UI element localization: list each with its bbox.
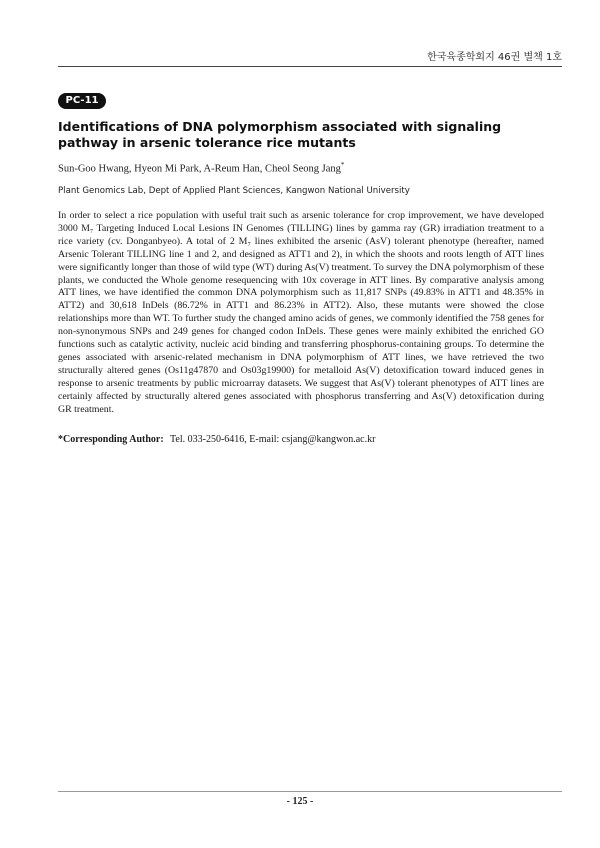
abstract-code-badge: PC-11: [58, 93, 106, 109]
journal-header: 한국육종학회지 46권 별책 1호: [427, 52, 562, 63]
header-divider: [58, 66, 562, 67]
author-list: [58, 161, 558, 175]
author-names: Sun-Goo Hwang, Hyeon Mi Park, A-Reum Han, Cheol Seong Jang: [58, 163, 341, 175]
footer-divider: [58, 791, 562, 792]
abstract-body: In order to select a rice population with useful trait such as arsenic tolerance for crop improvement, we have developed 3000 M₇ Targeting Induced Local Lesions IN Genomes (TILLING) lines by gamma ray (GR) irradiation treatment to a rice variety (cv. Donganbyeo). A total of 2 M₇ lines exhibited the arsenic (AsV) tolerant phenotype (hereafter, named Arsenic Tolerant TILLING line 1 and 2, and designed as ATT1 and 2), in which the shoots and roots length of ATT lines were significantly longer than those of wild type (WT) during As(V) treatment. To survey the DNA polymorphism of these plants, we conducted the Whole genome resequencing with 10x coverage in ATT lines. By comparative analysis among ATT lines, we have identified the common DNA polymorphism such as 11,817 SNPs (49.83% in ATT1 and 48.35% in ATT2) and 30,618 InDels (86.72% in ATT1 and 86.23% in ATT2). Also, these mutants were showed the close relationships more than WT. To further study the changed amino acids of genes, we commonly identified the 758 genes for non-synonymous SNPs and 249 genes for changed codon InDels. These genes were mainly exhibited the enriched GO functions such as catalytic activity, nucleic acid binding and transferring phosphorus-containing groups. To determine the genes associated with arsenic-related mechanism in DNA polymorphism of ATT lines, we have retrieved the two structurally altered genes (Os11g47870 and Os03g19900) for metalloid As(V) detoxification toward induced genes in response to arsenic treatments by public microarray datasets. We suggest that As(V) tolerant phenotypes of ATT lines are certainly affected by structurally altered genes associated with phosphorus transferring and As(V) detoxification during GR treatment.: [58, 210, 544, 415]
affiliation: Plant Genomics Lab, Dept of Applied Plant Sciences, Kangwon National University: [58, 186, 410, 196]
corresponding-label: *Corresponding Author:: [58, 434, 164, 445]
corresponding-mark: *: [340, 161, 345, 169]
paper-title: Identifications of DNA polymorphism associated with signaling pathway in arsenic tolerance rice mutants: [58, 119, 502, 150]
corresponding-author: [58, 434, 558, 445]
page-number: - 125 -: [286, 796, 314, 807]
corresponding-contact: Tel. 033-250-6416, E-mail: csjang@kangwon.ac.kr: [170, 434, 376, 445]
